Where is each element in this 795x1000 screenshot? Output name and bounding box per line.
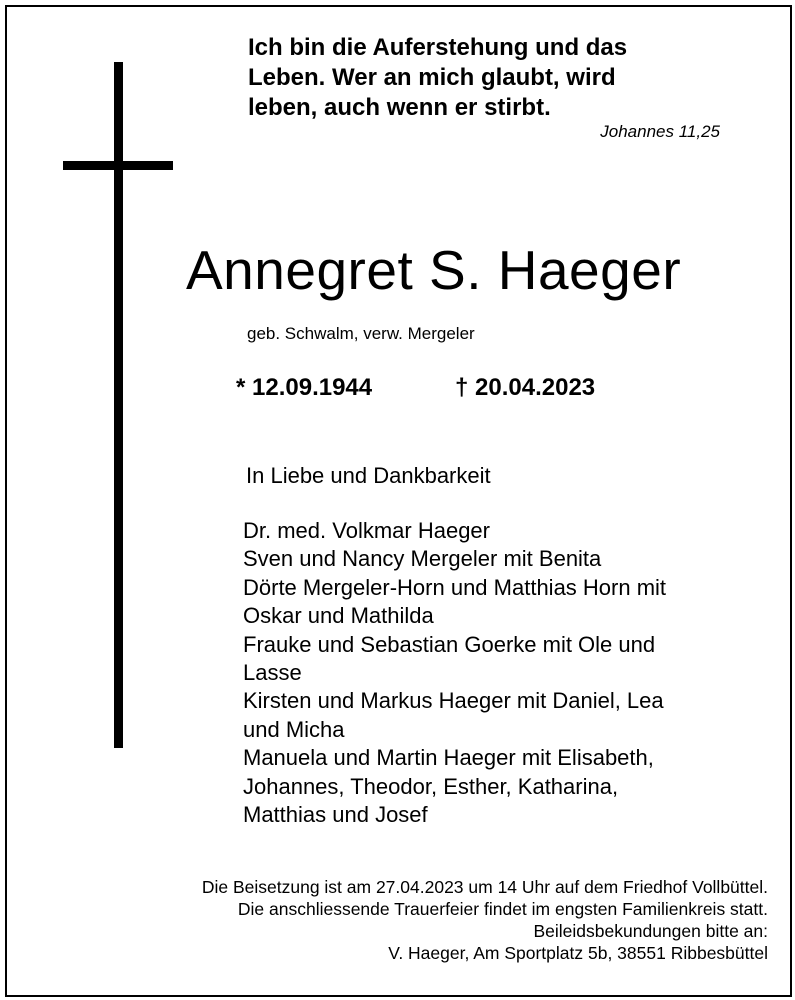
verse-line: Leben. Wer an mich glaubt, wird	[248, 64, 616, 91]
mourner-line: Manuela und Martin Haeger mit Elisabeth,	[243, 745, 654, 771]
notice-line: Beileidsbekundungen bitte an:	[533, 921, 768, 941]
birth-date: * 12.09.1944	[236, 374, 373, 401]
mourners-intro: In Liebe und Dankbarkeit	[246, 463, 491, 488]
death-date: † 20.04.2023	[455, 374, 596, 401]
verse-reference: Johannes 11,25	[600, 122, 720, 141]
verse-line: leben, auch wenn er stirbt.	[248, 94, 551, 121]
mourner-line: Frauke und Sebastian Goerke mit Ole und	[243, 631, 656, 657]
notice-line: Die Beisetzung ist am 27.04.2023 um 14 Uhr auf dem Friedhof Vollbüttel.	[201, 877, 768, 897]
mourner-line: Lasse	[243, 660, 302, 686]
obituary-border	[5, 5, 792, 997]
mourner-line: Dr. med. Volkmar Haeger	[243, 518, 490, 543]
mourner-line: Johannes, Theodor, Esther, Katharina,	[243, 773, 619, 799]
mourner-line: Dörte Mergeler-Horn und Matthias Horn mit	[243, 574, 667, 600]
mourner-line: Sven und Nancy Mergeler mit Benita	[243, 546, 602, 572]
notice-line: Die anschliessende Trauerfeier findet im engsten Familienkreis statt.	[237, 899, 768, 919]
mourners-list	[243, 517, 763, 829]
deceased-name: Annegret S. Haeger	[186, 239, 682, 301]
verse-line: Ich bin die Auferstehung und das	[248, 34, 628, 61]
mourner-line: und Micha	[243, 716, 345, 742]
funeral-notice	[28, 876, 768, 964]
mourner-line: Oskar und Mathilda	[243, 603, 434, 629]
cross-horizontal-bar	[63, 161, 173, 170]
bible-verse	[248, 33, 768, 123]
notice-line: V. Haeger, Am Sportplatz 5b, 38551 Ribbesbüttel	[388, 943, 768, 963]
maiden-name: geb. Schwalm, verw. Mergeler	[247, 324, 475, 343]
mourner-line: Matthias und Josef	[243, 802, 428, 828]
mourner-line: Kirsten und Markus Haeger mit Daniel, Lea	[243, 688, 664, 714]
